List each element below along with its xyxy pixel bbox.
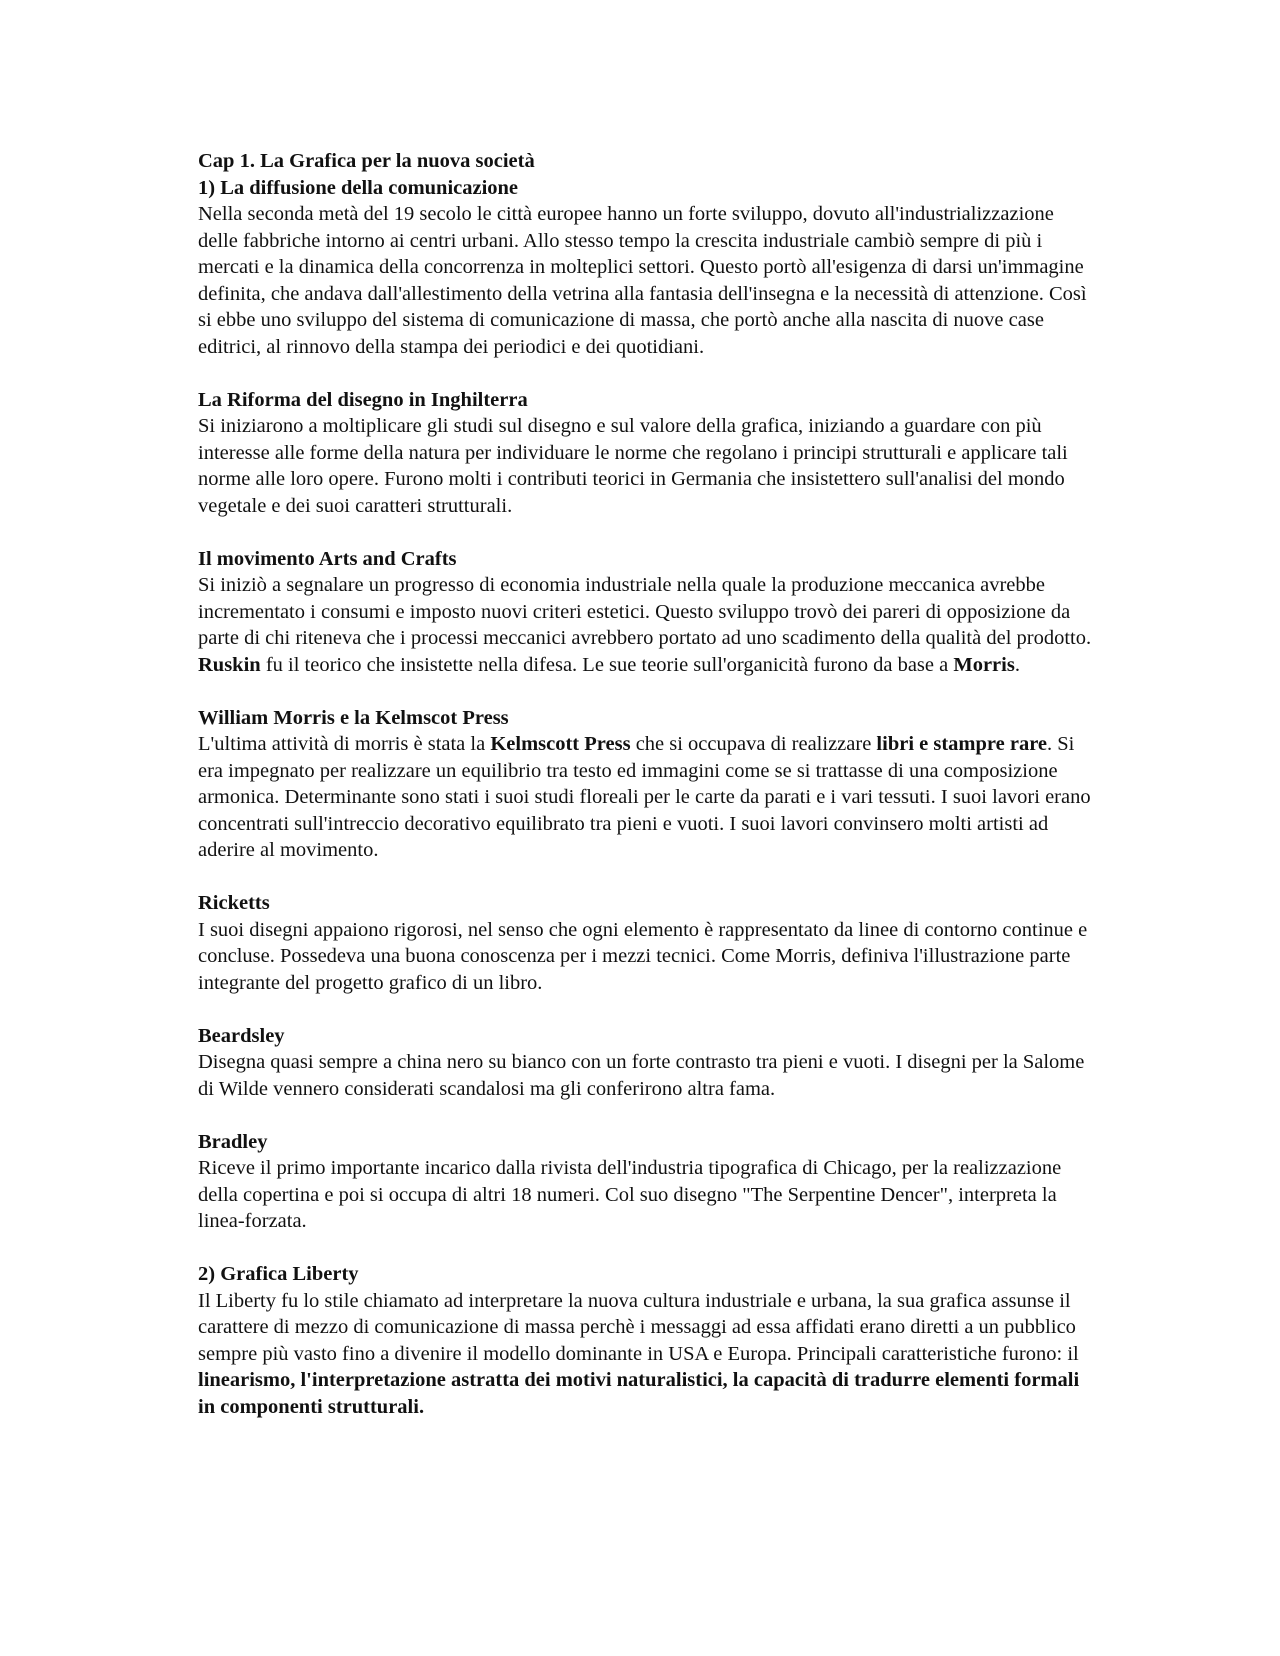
section-paragraph: Nella seconda metà del 19 secolo le città europee hanno un forte sviluppo, dovuto all'industrializzazione delle fabbriche intorno ai centri urbani. Allo stesso tempo la crescita industriale cambiò sempre di più i mercati e la dinamica della concorrenza in molteplici settori. Questo portò all'esigenza di darsi un'immagine definita, che andava dall'allestimento della vetrina alla fantasia dell'insegna e la necessità di attenzione. Così si ebbe uno sviluppo del sistema di comunicazione di massa, che portò anche alla nascita di nuove case editrici, al rinnovo della stampa dei periodici e dei quotidiani. xyxy=(198,203,1087,358)
text-run: L'ultima attività di morris è stata la xyxy=(198,733,491,755)
section-riforma xyxy=(198,387,1098,520)
text-run: . xyxy=(1014,653,1020,676)
bold-term-kelmscott-press: Kelmscott Press xyxy=(490,733,631,755)
section-paragraph xyxy=(198,731,1098,864)
section-paragraph: Disegna quasi sempre a china nero su bianco con un forte contrasto tra pieni e vuoti. I disegni per la Salome di Wilde vennero considerati scandalosi ma gli conferirono altra fama. xyxy=(198,1051,1085,1100)
section-heading: 2) Grafica Liberty xyxy=(198,1263,359,1285)
section-bradley xyxy=(198,1129,1098,1235)
section-paragraph xyxy=(198,1288,1098,1421)
section-arts-crafts xyxy=(198,546,1098,679)
chapter-title: Cap 1. La Grafica per la nuova società xyxy=(198,150,535,172)
text-run: che si occupava di realizzare xyxy=(630,733,877,755)
bold-term-morris: Morris xyxy=(953,653,1015,676)
section-diffusione xyxy=(198,148,1098,360)
bold-term-libri: libri e stampre rare xyxy=(876,733,1048,755)
document-page xyxy=(198,148,1098,1447)
section-heading: Bradley xyxy=(198,1130,268,1153)
section-heading: William Morris e la Kelmscot Press xyxy=(198,706,509,729)
bold-term-ruskin: Ruskin xyxy=(198,653,261,676)
section-paragraph xyxy=(198,572,1098,678)
section-heading: Il movimento Arts and Crafts xyxy=(198,547,457,570)
section-paragraph: I suoi disegni appaiono rigorosi, nel senso che ogni elemento è rappresentato da linee di contorno continue e concluse. Possedeva una buona conoscenza per i mezzi tecnici. Come Morris, definiva l'illustrazione parte integrante del progetto grafico di un libro. xyxy=(198,918,1088,994)
section-paragraph: Riceve il primo importante incarico dalla rivista dell'industria tipografica di Chicago, per la realizzazione della copertina e poi si occupa di altri 18 numeri. Col suo disegno "The Serpentine Dencer", interpreta la linea-forzata. xyxy=(198,1157,1062,1232)
text-run: fu il teorico che insistette nella difesa. Le sue teorie sull'organicità furono da base a xyxy=(260,653,954,676)
section-heading: Ricketts xyxy=(198,892,270,914)
section-beardsley xyxy=(198,1023,1098,1103)
section-liberty xyxy=(198,1261,1098,1420)
text-run: Si iniziò a segnalare un progresso di economia industriale nella quale la produzione meccanica avrebbe incrementato i consumi e imposto nuovi criteri estetici. Questo sviluppo trovò dei pareri di opposizione da parte di chi riteneva che i processi meccanici avrebbero portato ad uno scadimento della qualità del prodotto. xyxy=(198,574,1092,649)
section-paragraph: Si iniziarono a moltiplicare gli studi sul disegno e sul valore della grafica, iniziando a guardare con più interesse alle forme della natura per individuare le norme che regolano i principi strutturali e applicare tali norme alle loro opere. Furono molti i contributi teorici in Germania che insistettero sull'analisi del mondo vegetale e dei suoi caratteri strutturali. xyxy=(198,415,1068,517)
section-morris-kelmscot xyxy=(198,705,1098,864)
section-ricketts xyxy=(198,890,1098,996)
bold-term-caratteristiche: linearismo, l'interpretazione astratta dei motivi naturalistici, la capacità di tradurre elementi formali in componenti strutturali. xyxy=(198,1369,1080,1418)
text-run: . Si era impegnato per realizzare un equilibrio tra testo ed immagini come se si trattasse di una composizione armonica. Determinante sono stati i suoi studi floreali per le carte da parati e i vari tessuti. I suoi lavori erano concentrati sull'intreccio decorativo equilibrato tra pieni e vuoti. I suoi lavori convinsero molti artisti ad aderire al movimento. xyxy=(198,733,1091,861)
section-heading: La Riforma del disegno in Inghilterra xyxy=(198,388,528,411)
section-heading: 1) La diffusione della comunicazione xyxy=(198,176,519,199)
text-run: Il Liberty fu lo stile chiamato ad interpretare la nuova cultura industriale e urbana, la sua grafica assunse il carattere di mezzo di comunicazione di massa perchè i messaggi ad essa affidati erano diretti a un pubblico sempre più vasto fino a divenire il modello dominante in USA e Europa. Principali caratteristiche furono: il xyxy=(198,1289,1079,1365)
section-heading: Beardsley xyxy=(198,1024,285,1047)
